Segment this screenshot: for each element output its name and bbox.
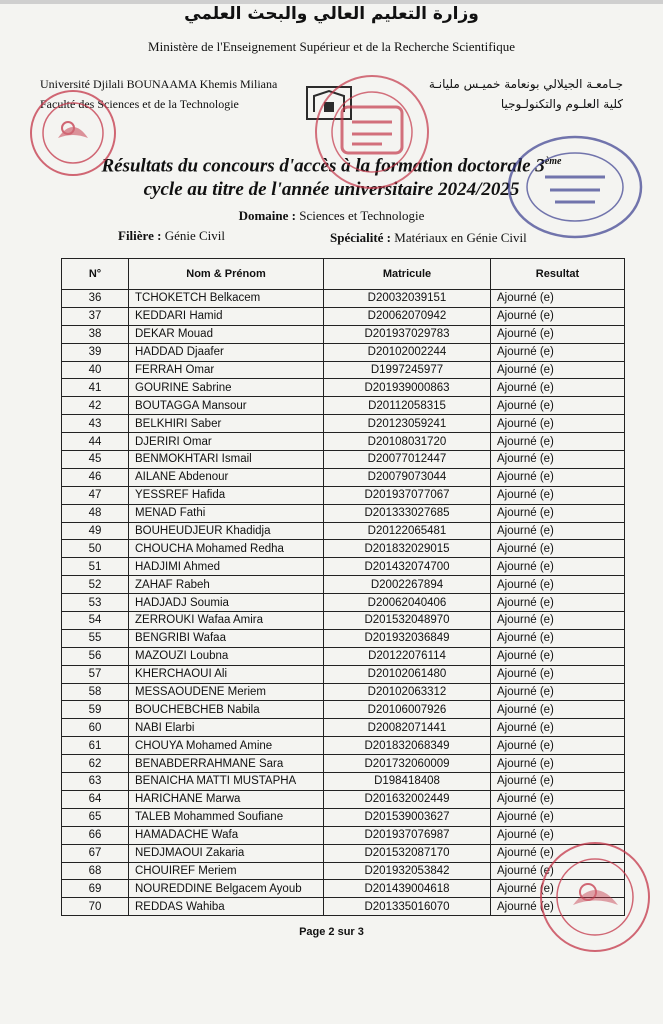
row-matricule: D20122076114 bbox=[324, 647, 491, 665]
table-row bbox=[62, 325, 625, 343]
row-result: Ajourné (e) bbox=[491, 558, 625, 576]
table-row bbox=[62, 737, 625, 755]
row-name: BOUCHEBCHEB Nabila bbox=[129, 701, 324, 719]
table-row bbox=[62, 361, 625, 379]
row-name: HARICHANE Marwa bbox=[129, 790, 324, 808]
row-name: CHOUIREF Meriem bbox=[129, 862, 324, 880]
row-number: 45 bbox=[62, 451, 129, 469]
row-result: Ajourné (e) bbox=[491, 862, 625, 880]
header-name: Nom & Prénom bbox=[129, 259, 324, 290]
table-row bbox=[62, 683, 625, 701]
row-result: Ajourné (e) bbox=[491, 451, 625, 469]
row-matricule: D201532087170 bbox=[324, 844, 491, 862]
row-matricule: D201832068349 bbox=[324, 737, 491, 755]
table-row bbox=[62, 773, 625, 791]
specialite-label: Spécialité : bbox=[330, 230, 392, 245]
row-result: Ajourné (e) bbox=[491, 790, 625, 808]
official-stamp-bottom-right bbox=[538, 840, 653, 955]
row-matricule: D20102002244 bbox=[324, 343, 491, 361]
row-matricule: D201932053842 bbox=[324, 862, 491, 880]
row-result: Ajourné (e) bbox=[491, 808, 625, 826]
row-result: Ajourné (e) bbox=[491, 576, 625, 594]
row-result: Ajourné (e) bbox=[491, 612, 625, 630]
row-result: Ajourné (e) bbox=[491, 737, 625, 755]
row-name: HADDAD Djaafer bbox=[129, 343, 324, 361]
row-result: Ajourné (e) bbox=[491, 880, 625, 898]
row-result: Ajourné (e) bbox=[491, 755, 625, 773]
row-matricule: D201937029783 bbox=[324, 325, 491, 343]
row-number: 66 bbox=[62, 826, 129, 844]
ministry-name-ar: وزارة التعليم العالي والبحث العلمي bbox=[184, 4, 479, 24]
row-name: MESSAOUDENE Meriem bbox=[129, 683, 324, 701]
row-matricule: D20062070942 bbox=[324, 307, 491, 325]
row-result: Ajourné (e) bbox=[491, 719, 625, 737]
row-result: Ajourné (e) bbox=[491, 647, 625, 665]
row-matricule: D201937076987 bbox=[324, 826, 491, 844]
row-matricule: D201832029015 bbox=[324, 540, 491, 558]
row-matricule: D201932036849 bbox=[324, 629, 491, 647]
row-name: CHOUYA Mohamed Amine bbox=[129, 737, 324, 755]
row-result: Ajourné (e) bbox=[491, 379, 625, 397]
row-result: Ajourné (e) bbox=[491, 665, 625, 683]
row-result: Ajourné (e) bbox=[491, 468, 625, 486]
table-row bbox=[62, 755, 625, 773]
table-row bbox=[62, 594, 625, 612]
row-number: 50 bbox=[62, 540, 129, 558]
row-number: 68 bbox=[62, 862, 129, 880]
row-matricule: D201732060009 bbox=[324, 755, 491, 773]
row-result: Ajourné (e) bbox=[491, 504, 625, 522]
table-row bbox=[62, 808, 625, 826]
row-matricule: D20108031720 bbox=[324, 433, 491, 451]
table-row bbox=[62, 522, 625, 540]
row-result: Ajourné (e) bbox=[491, 343, 625, 361]
row-number: 41 bbox=[62, 379, 129, 397]
domaine-value: Sciences et Technologie bbox=[299, 208, 425, 223]
table-row bbox=[62, 290, 625, 308]
row-name: MENAD Fathi bbox=[129, 504, 324, 522]
row-name: BENABDERRAHMANE Sara bbox=[129, 755, 324, 773]
row-number: 49 bbox=[62, 522, 129, 540]
row-name: KHERCHAOUI Ali bbox=[129, 665, 324, 683]
row-matricule: D201439004618 bbox=[324, 880, 491, 898]
row-matricule: D20077012447 bbox=[324, 451, 491, 469]
row-result: Ajourné (e) bbox=[491, 540, 625, 558]
row-matricule: D201432074700 bbox=[324, 558, 491, 576]
row-result: Ajourné (e) bbox=[491, 594, 625, 612]
row-name: MAZOUZI Loubna bbox=[129, 647, 324, 665]
row-name: BOUHEUDJEUR Khadidja bbox=[129, 522, 324, 540]
row-number: 46 bbox=[62, 468, 129, 486]
row-number: 43 bbox=[62, 415, 129, 433]
row-result: Ajourné (e) bbox=[491, 898, 625, 916]
specialite-line bbox=[330, 230, 527, 246]
row-matricule: D20112058315 bbox=[324, 397, 491, 415]
domaine-label: Domaine : bbox=[238, 208, 296, 223]
row-matricule: D20123059241 bbox=[324, 415, 491, 433]
row-name: HADJIMI Ahmed bbox=[129, 558, 324, 576]
row-number: 38 bbox=[62, 325, 129, 343]
row-matricule: D201632002449 bbox=[324, 790, 491, 808]
table-row bbox=[62, 486, 625, 504]
table-row bbox=[62, 719, 625, 737]
title-line-2: cycle au titre de l'année universitaire 2024/2025 bbox=[143, 179, 520, 201]
row-number: 57 bbox=[62, 665, 129, 683]
row-number: 70 bbox=[62, 898, 129, 916]
table-row bbox=[62, 701, 625, 719]
header-matricule: Matricule bbox=[324, 259, 491, 290]
row-number: 60 bbox=[62, 719, 129, 737]
row-number: 37 bbox=[62, 307, 129, 325]
row-matricule: D20062040406 bbox=[324, 594, 491, 612]
row-number: 51 bbox=[62, 558, 129, 576]
row-name: DEKAR Mouad bbox=[129, 325, 324, 343]
row-number: 44 bbox=[62, 433, 129, 451]
filiere-value: Génie Civil bbox=[164, 228, 225, 243]
row-name: BENAICHA MATTI MUSTAPHA bbox=[129, 773, 324, 791]
row-result: Ajourné (e) bbox=[491, 397, 625, 415]
row-name: YESSREF Hafida bbox=[129, 486, 324, 504]
row-number: 55 bbox=[62, 629, 129, 647]
header-result: Resultat bbox=[491, 259, 625, 290]
row-number: 42 bbox=[62, 397, 129, 415]
row-number: 69 bbox=[62, 880, 129, 898]
row-matricule: D198418408 bbox=[324, 773, 491, 791]
row-name: BENMOKHTARI Ismail bbox=[129, 451, 324, 469]
row-result: Ajourné (e) bbox=[491, 683, 625, 701]
title-line-1: Résultats du concours d'accès à la formation doctorale 3ème bbox=[101, 155, 562, 177]
table-row bbox=[62, 379, 625, 397]
row-name: TCHOKETCH Belkacem bbox=[129, 290, 324, 308]
row-result: Ajourné (e) bbox=[491, 826, 625, 844]
row-result: Ajourné (e) bbox=[491, 773, 625, 791]
row-matricule: D20079073044 bbox=[324, 468, 491, 486]
row-matricule: D201333027685 bbox=[324, 504, 491, 522]
row-number: 39 bbox=[62, 343, 129, 361]
row-name: HAMADACHE Wafa bbox=[129, 826, 324, 844]
filiere-line bbox=[118, 228, 225, 244]
ministry-name-fr: Ministère de l'Enseignement Supérieur et de la Recherche Scientifique bbox=[148, 39, 515, 54]
row-matricule: D2002267894 bbox=[324, 576, 491, 594]
row-number: 67 bbox=[62, 844, 129, 862]
row-name: HADJADJ Soumia bbox=[129, 594, 324, 612]
row-result: Ajourné (e) bbox=[491, 629, 625, 647]
table-row bbox=[62, 540, 625, 558]
table-row bbox=[62, 629, 625, 647]
row-matricule: D201335016070 bbox=[324, 898, 491, 916]
header-number: N° bbox=[62, 259, 129, 290]
row-number: 54 bbox=[62, 612, 129, 630]
table-row bbox=[62, 665, 625, 683]
row-name: DJERIRI Omar bbox=[129, 433, 324, 451]
row-name: BENGRIBI Wafaa bbox=[129, 629, 324, 647]
row-number: 56 bbox=[62, 647, 129, 665]
row-result: Ajourné (e) bbox=[491, 522, 625, 540]
table-row bbox=[62, 451, 625, 469]
table-header-row bbox=[62, 259, 625, 290]
table-row bbox=[62, 343, 625, 361]
row-number: 61 bbox=[62, 737, 129, 755]
university-name-fr: Université Djilali BOUNAAMA Khemis Miliana bbox=[40, 77, 278, 91]
row-result: Ajourné (e) bbox=[491, 290, 625, 308]
row-matricule: D20032039151 bbox=[324, 290, 491, 308]
page-number: Page 2 sur 3 bbox=[299, 926, 364, 938]
university-name-ar: جـامعـة الجيلالي بونعامة خميـس مليانـة bbox=[428, 77, 623, 91]
row-result: Ajourné (e) bbox=[491, 325, 625, 343]
row-matricule: D201532048970 bbox=[324, 612, 491, 630]
row-result: Ajourné (e) bbox=[491, 486, 625, 504]
table-row bbox=[62, 647, 625, 665]
row-matricule: D20102061480 bbox=[324, 665, 491, 683]
row-name: AILANE Abdenour bbox=[129, 468, 324, 486]
row-number: 48 bbox=[62, 504, 129, 522]
row-number: 53 bbox=[62, 594, 129, 612]
table-row bbox=[62, 415, 625, 433]
faculty-name-ar: كلية العلـوم والتكنولـوجيا bbox=[500, 97, 623, 111]
row-number: 36 bbox=[62, 290, 129, 308]
row-result: Ajourné (e) bbox=[491, 433, 625, 451]
row-matricule: D201939000863 bbox=[324, 379, 491, 397]
table-row bbox=[62, 790, 625, 808]
row-matricule: D20122065481 bbox=[324, 522, 491, 540]
row-name: TALEB Mohammed Soufiane bbox=[129, 808, 324, 826]
row-number: 40 bbox=[62, 361, 129, 379]
specialite-value: Matériaux en Génie Civil bbox=[394, 230, 527, 245]
faculty-name-fr: Faculté des Sciences et de la Technologie bbox=[40, 97, 239, 111]
table-row bbox=[62, 468, 625, 486]
row-number: 64 bbox=[62, 790, 129, 808]
row-matricule: D1997245977 bbox=[324, 361, 491, 379]
table-row bbox=[62, 558, 625, 576]
table-row bbox=[62, 504, 625, 522]
row-name: NOUREDDINE Belgacem Ayoub bbox=[129, 880, 324, 898]
official-stamp-blue bbox=[505, 132, 645, 242]
table-row bbox=[62, 397, 625, 415]
filiere-label: Filière : bbox=[118, 228, 162, 243]
table-row bbox=[62, 612, 625, 630]
row-result: Ajourné (e) bbox=[491, 307, 625, 325]
row-number: 65 bbox=[62, 808, 129, 826]
row-matricule: D20102063312 bbox=[324, 683, 491, 701]
results-table bbox=[61, 258, 625, 916]
row-result: Ajourné (e) bbox=[491, 701, 625, 719]
row-number: 63 bbox=[62, 773, 129, 791]
table-row bbox=[62, 307, 625, 325]
official-stamp-left bbox=[28, 88, 118, 178]
row-number: 58 bbox=[62, 683, 129, 701]
row-name: ZERROUKI Wafaa Amira bbox=[129, 612, 324, 630]
row-name: BELKHIRI Saber bbox=[129, 415, 324, 433]
row-number: 62 bbox=[62, 755, 129, 773]
row-name: REDDAS Wahiba bbox=[129, 898, 324, 916]
row-name: CHOUCHA Mohamed Redha bbox=[129, 540, 324, 558]
row-matricule: D20106007926 bbox=[324, 701, 491, 719]
row-name: KEDDARI Hamid bbox=[129, 307, 324, 325]
official-stamp-center bbox=[312, 72, 432, 192]
table-row bbox=[62, 433, 625, 451]
row-matricule: D201539003627 bbox=[324, 808, 491, 826]
row-number: 47 bbox=[62, 486, 129, 504]
row-matricule: D20082071441 bbox=[324, 719, 491, 737]
row-result: Ajourné (e) bbox=[491, 844, 625, 862]
row-result: Ajourné (e) bbox=[491, 361, 625, 379]
row-result: Ajourné (e) bbox=[491, 415, 625, 433]
row-number: 59 bbox=[62, 701, 129, 719]
row-name: GOURINE Sabrine bbox=[129, 379, 324, 397]
row-name: ZAHAF Rabeh bbox=[129, 576, 324, 594]
table-row bbox=[62, 576, 625, 594]
university-block-ar bbox=[429, 74, 623, 114]
row-name: FERRAH Omar bbox=[129, 361, 324, 379]
row-name: BOUTAGGA Mansour bbox=[129, 397, 324, 415]
row-number: 52 bbox=[62, 576, 129, 594]
row-name: NEDJMAOUI Zakaria bbox=[129, 844, 324, 862]
row-matricule: D201937077067 bbox=[324, 486, 491, 504]
row-name: NABI Elarbi bbox=[129, 719, 324, 737]
